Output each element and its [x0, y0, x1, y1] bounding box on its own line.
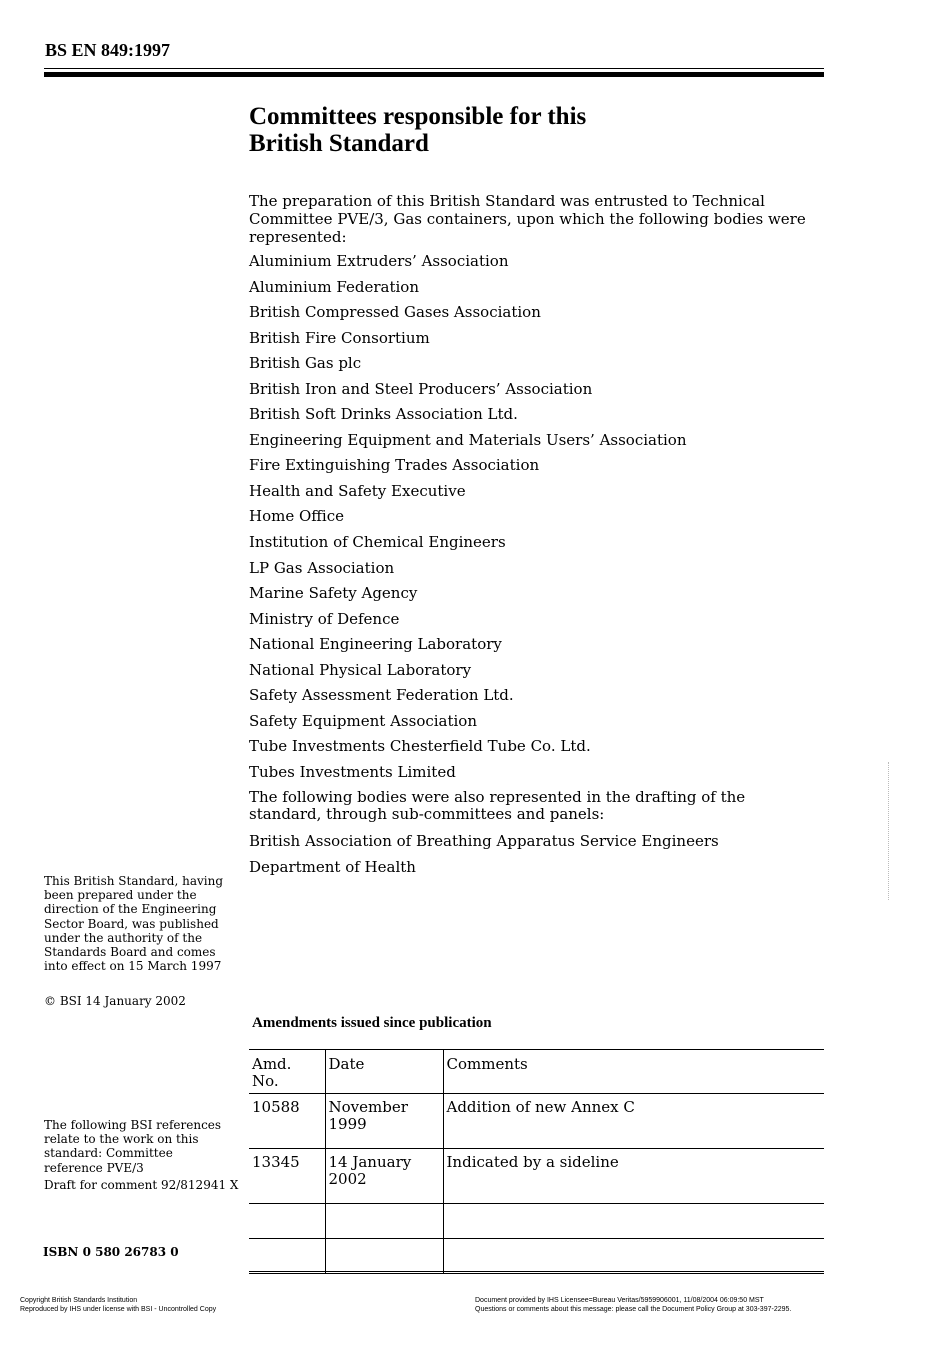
isbn: ISBN 0 580 26783 0	[43, 1245, 179, 1259]
page-title-line2: British Standard	[249, 130, 429, 157]
list-item: Engineering Equipment and Materials Users’ Association	[249, 430, 687, 449]
footer-provider-note: Document provided by IHS Licensee=Bureau Veritas/5959906001, 11/08/2004 06:09:50 MST Questions or comments about this message: please call the Document Policy Group at 303-397-2295.	[475, 1297, 792, 1313]
list-item: Tube Investments Chesterfield Tube Co. Ltd.	[249, 737, 591, 756]
list-item: Tubes Investments Limited	[249, 762, 456, 781]
amendment-sideline	[888, 762, 893, 900]
comments-cell: Addition of new Annex C	[443, 1094, 824, 1149]
table-row	[249, 1239, 824, 1274]
amendments-table	[249, 1049, 824, 1274]
copyright-notice: © BSI 14 January 2002	[44, 994, 186, 1008]
empty-cell	[443, 1239, 824, 1274]
publication-note: This British Standard, having been prepared under the direction of the Engineering Sector Board, was published under the authority of the Standards Board and comes into effect on 15 March 1997	[44, 874, 224, 974]
document-code: BS EN 849:1997	[45, 40, 171, 60]
also-represented-list	[249, 832, 719, 883]
table-row	[249, 1204, 824, 1239]
footer-copyright-line1: Copyright British Standards Institution	[20, 1297, 138, 1304]
list-item: Safety Assessment Federation Ltd.	[249, 686, 514, 705]
list-item: Aluminium Federation	[249, 277, 419, 296]
amd-no-cell: 10588	[249, 1094, 325, 1149]
date-cell: November 1999	[325, 1094, 443, 1149]
list-item: Home Office	[249, 507, 345, 526]
table-row	[249, 1094, 824, 1149]
also-represented-paragraph: The following bodies were also represented in the drafting of the standard, through sub-committees and panels:	[249, 788, 746, 823]
page-title-line1: Committees responsible for this	[249, 103, 587, 130]
list-item: National Engineering Laboratory	[249, 635, 502, 654]
empty-cell	[249, 1204, 325, 1239]
list-item: LP Gas Association	[249, 558, 395, 577]
draft-reference: Draft for comment 92/812941 X	[44, 1178, 239, 1192]
bsi-references-note: The following BSI references relate to the work on this standard: Committee reference PVE/3	[44, 1118, 222, 1175]
list-item: British Soft Drinks Association Ltd.	[249, 405, 518, 424]
list-item: Department of Health	[249, 857, 416, 876]
list-item: British Association of Breathing Apparatus Service Engineers	[249, 832, 719, 850]
page-title	[249, 103, 586, 157]
header-rule-thick	[44, 72, 824, 77]
table-header-row	[249, 1050, 824, 1094]
empty-cell	[249, 1239, 325, 1274]
footer-rule	[249, 1271, 824, 1272]
list-item: Safety Equipment Association	[249, 711, 478, 730]
list-item: Institution of Chemical Engineers	[249, 533, 506, 552]
committee-bodies-list	[249, 252, 686, 788]
comments-cell: Indicated by a sideline	[443, 1149, 824, 1204]
empty-cell	[325, 1204, 443, 1239]
list-item: British Compressed Gases Association	[249, 303, 541, 322]
date-cell: 14 January 2002	[325, 1149, 443, 1204]
list-item: National Physical Laboratory	[249, 660, 472, 679]
empty-cell	[443, 1204, 824, 1239]
list-item: Fire Extinguishing Trades Association	[249, 456, 540, 475]
list-item: British Iron and Steel Producers’ Association	[249, 379, 593, 398]
column-header: Comments	[443, 1050, 824, 1094]
header-rule-thin	[44, 68, 824, 69]
list-item: Ministry of Defence	[249, 609, 400, 628]
intro-paragraph: The preparation of this British Standard was entrusted to Technical Committee PVE/3, Gas containers, upon which the following bodies were represented:	[249, 192, 806, 246]
amendments-title: Amendments issued since publication	[252, 1015, 492, 1031]
column-header: Amd. No.	[249, 1050, 325, 1094]
list-item: British Fire Consortium	[249, 328, 430, 347]
footer-copyright-line2: Reproduced by IHS under license with BSI - Uncontrolled Copy	[20, 1305, 217, 1313]
list-item: British Gas plc	[249, 354, 362, 373]
footer-copyright	[20, 1297, 216, 1314]
amd-no-cell: 13345	[249, 1149, 325, 1204]
list-item: Health and Safety Executive	[249, 481, 466, 500]
list-item: Aluminium Extruders’ Association	[249, 252, 509, 270]
table-row	[249, 1149, 824, 1204]
column-header: Date	[325, 1050, 443, 1094]
list-item: Marine Safety Agency	[249, 584, 418, 603]
empty-cell	[325, 1239, 443, 1274]
